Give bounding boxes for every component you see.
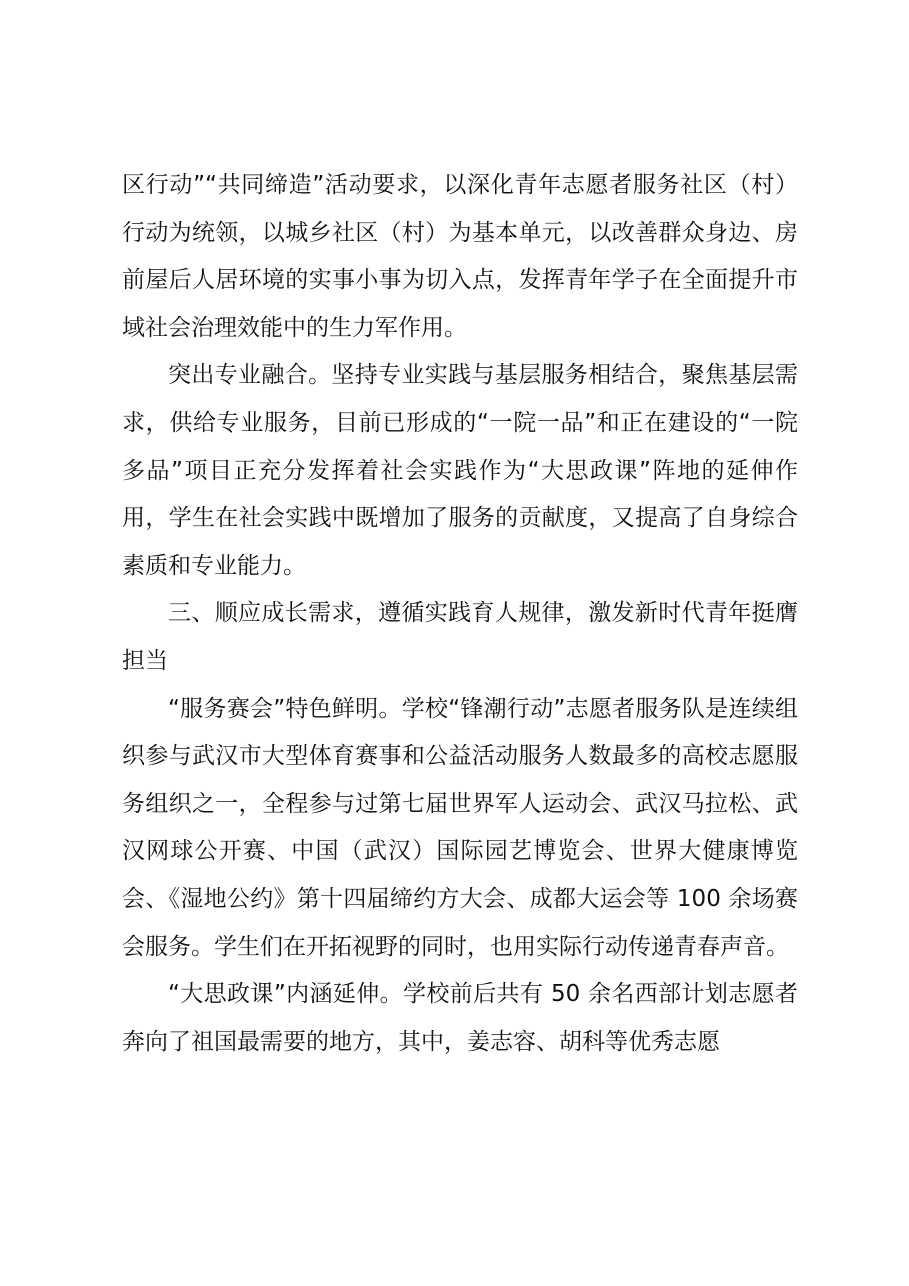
section-heading-three: 三、顺应成长需求，遵循实践育人规律，激发新时代青年挺膺担当 xyxy=(122,600,798,674)
document-body xyxy=(122,162,798,1066)
paragraph-ideological-course: “大思政课”内涵延伸。学校前后共有 50 余名西部计划志愿者奔向了祖国最需要的地方，其中，姜志容、胡科等优秀志愿 xyxy=(122,981,798,1055)
paragraph-event-service: “服务赛会”特色鲜明。学校“锋潮行动”志愿者服务队是连续组织参与武汉市大型体育赛事和公益活动服务人数最多的高校志愿服务组织之一，全程参与过第七届世界军人运动会、武汉马拉松、武汉网球公开赛、中国（武汉）国际园艺博览会、世界大健康博览会、《湿地公约》第十四届缔约方大会、成都大运会等 100 余场赛会服务。学生们在开拓视野的同时，也用实际行动传递青春声音。 xyxy=(122,695,798,960)
paragraph-continuation: 区行动”“共同缔造”活动要求，以深化青年志愿者服务社区（村）行动为统领，以城乡社区（村）为基本单元，以改善群众身边、房前屋后人居环境的实事小事为切入点，发挥青年学子在全面提升市域社会治理效能中的生力军作用。 xyxy=(122,172,798,341)
paragraph-professional-integration: 突出专业融合。坚持专业实践与基层服务相结合，聚焦基层需求，供给专业服务，目前已形成的“一院一品”和正在建设的“一院多品”项目正充分发挥着社会实践作为“大思政课”阵地的延伸作用，学生在社会实践中既增加了服务的贡献度，又提高了自身综合素质和专业能力。 xyxy=(122,362,798,579)
